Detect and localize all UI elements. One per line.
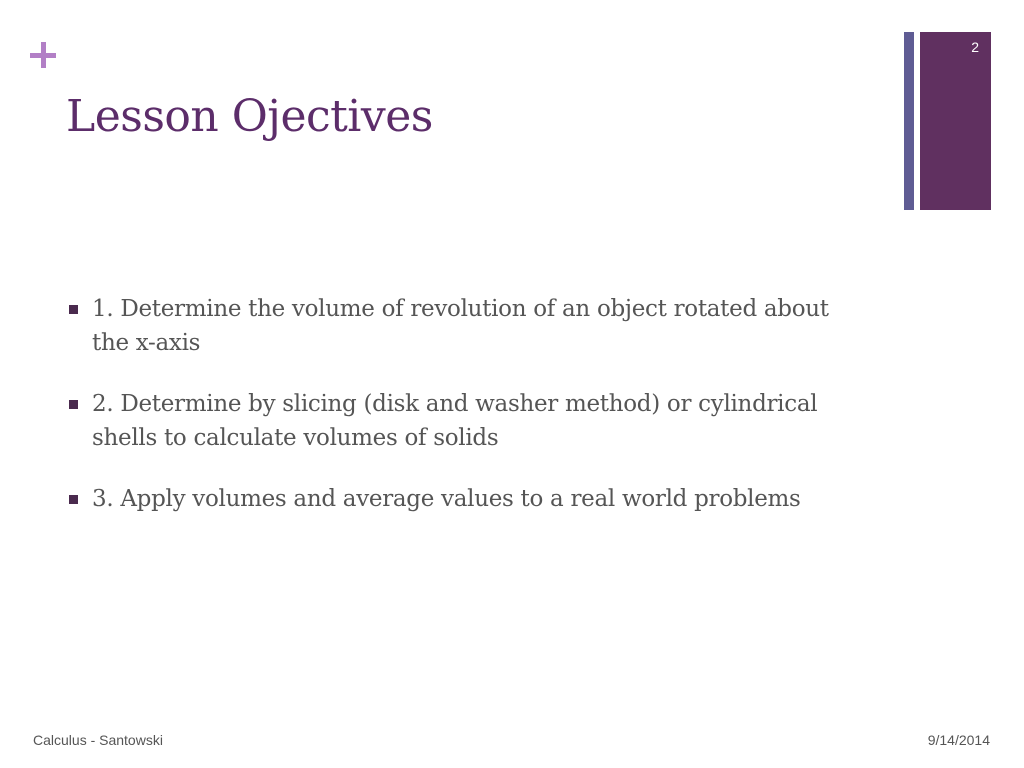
square-bullet-icon <box>69 305 78 314</box>
plus-icon <box>30 42 56 68</box>
plus-icon-vertical-stroke <box>41 42 46 68</box>
footer-date: 9/14/2014 <box>927 732 990 748</box>
footer-course-label: Calculus - Santowski <box>33 732 163 748</box>
square-bullet-icon <box>69 400 78 409</box>
list-item-text: 3. Apply volumes and average values to a real world problems <box>92 486 801 512</box>
list-item-text: 2. Determine by slicing (disk and washer method) or cylindrical shells to calculate volumes of solids <box>92 391 818 451</box>
list-item <box>66 292 866 360</box>
square-bullet-icon <box>69 495 78 504</box>
decorative-side-bar <box>904 32 914 210</box>
list-item-text: 1. Determine the volume of revolution of an object rotated about the x-axis <box>92 296 829 356</box>
decorative-accent-block <box>920 32 991 210</box>
objectives-list <box>66 292 866 543</box>
list-item <box>66 387 866 455</box>
page-number: 2 <box>971 39 979 55</box>
slide-title: Lesson Ojectives <box>66 91 433 143</box>
list-item <box>66 482 866 516</box>
